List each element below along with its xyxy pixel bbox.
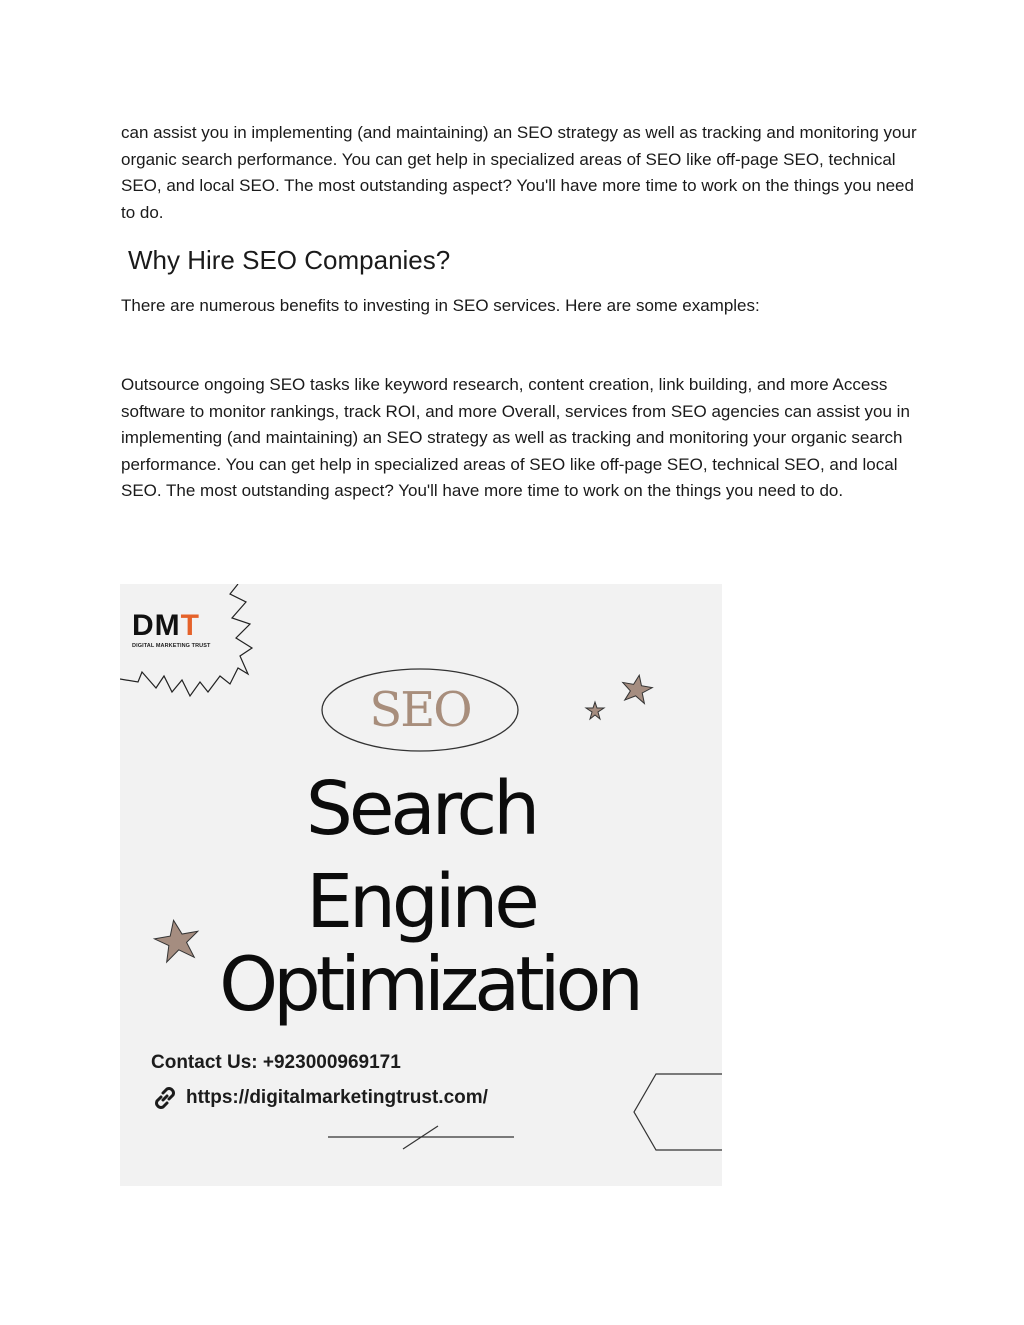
logo-tagline: DIGITAL MARKETING TRUST (132, 643, 211, 649)
headline-line-2: Engine (306, 859, 536, 945)
body-paragraph: Outsource ongoing SEO tasks like keyword research, content creation, link building, and more Access software to monitor rankings, track ROI, and more Overall, services from SEO agencies can assist you in implementing (and maintaining) an SEO strategy as well as tracking and monitoring your organic search performance. You can get help in specialized areas of SEO like off-page SEO, technical SEO, and local SEO. The most outstanding aspect? You'll have more time to work on the things you need to do. (121, 375, 910, 500)
logo-letters: DM (132, 609, 181, 642)
star-icon (620, 673, 654, 705)
headline-line-1: Search (305, 766, 537, 852)
body-paragraph: can assist you in implementing (and maintaining) an SEO strategy as well as tracking and monitoring your organic search performance. You can get help in specialized areas of SEO like off-page SEO, technical SEO, and local SEO. The most outstanding aspect? You'll have more time to work on the things you need to do. (121, 123, 917, 222)
hexagon-decoration (634, 1074, 722, 1150)
seo-badge: SEO (369, 682, 471, 738)
intro-paragraph: There are numerous benefits to investing in SEO services. Here are some examples: (121, 296, 760, 315)
contact-info: Contact Us: +923000969171 (151, 1052, 401, 1073)
logo-mark (132, 610, 242, 642)
seo-promo-image (120, 584, 722, 1186)
link-icon (151, 1084, 179, 1112)
star-icon (586, 702, 604, 719)
dmt-logo (132, 610, 242, 649)
website-url: https://digitalmarketingtrust.com/ (186, 1087, 488, 1108)
headline-line-3: Optimization (219, 940, 639, 1028)
logo-letter-accent: T (180, 609, 200, 642)
section-heading: Why Hire SEO Companies? (128, 245, 451, 275)
